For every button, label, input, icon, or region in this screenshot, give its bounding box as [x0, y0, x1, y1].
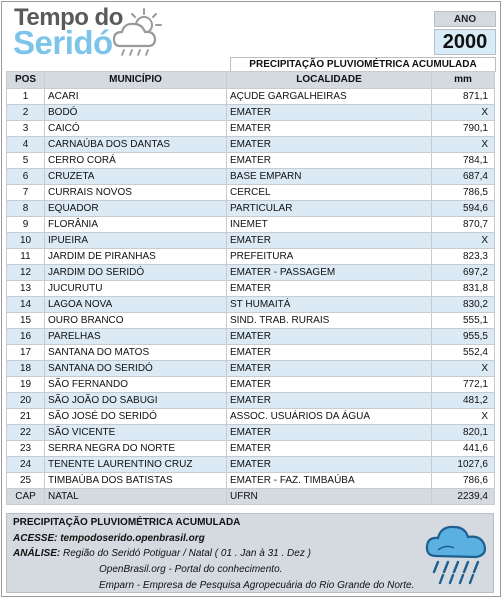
cell-mm: 786,5 [432, 185, 495, 201]
cell-localidade: PARTICULAR [227, 201, 432, 217]
cell-mm: 2239,4 [432, 489, 495, 505]
column-header-municipio: MUNICÍPIO [45, 72, 227, 89]
footer-openbrasil: OpenBrasil.org - Portal do conhecimento. [99, 564, 283, 575]
table-row [7, 153, 495, 169]
table-row [7, 473, 495, 489]
cell-municipio: NATAL [45, 489, 227, 505]
footer-access-link[interactable]: ACESSE: tempodoserido.openbrasil.org [13, 533, 205, 544]
year-value: 2000 [434, 29, 496, 55]
cell-pos: 4 [7, 137, 45, 153]
cell-pos: 2 [7, 105, 45, 121]
cell-pos: 7 [7, 185, 45, 201]
cell-mm: X [432, 105, 495, 121]
storm-cloud-icon [424, 520, 490, 588]
table-row [7, 409, 495, 425]
cell-pos: 23 [7, 441, 45, 457]
cell-localidade: EMATER - FAZ. TIMBAÚBA [227, 473, 432, 489]
cell-localidade: EMATER [227, 345, 432, 361]
cloud-sun-icon [110, 6, 166, 58]
cell-localidade: EMATER - PASSAGEM [227, 265, 432, 281]
cell-municipio: SÃO JOÃO DO SABUGI [45, 393, 227, 409]
logo-text-serido: Seridó [13, 24, 113, 61]
table-row [7, 121, 495, 137]
table-row [7, 89, 495, 105]
cell-municipio: JARDIM DE PIRANHAS [45, 249, 227, 265]
analysis-label: ANÁLISE: [13, 548, 61, 559]
cell-municipio: SERRA NEGRA DO NORTE [45, 441, 227, 457]
cell-mm: X [432, 233, 495, 249]
cell-mm: X [432, 361, 495, 377]
footer-analysis [13, 548, 311, 559]
cell-localidade: EMATER [227, 137, 432, 153]
cell-mm: 784,1 [432, 153, 495, 169]
cell-municipio: TENENTE LAURENTINO CRUZ [45, 457, 227, 473]
cell-pos: 9 [7, 217, 45, 233]
cell-localidade: EMATER [227, 361, 432, 377]
cell-pos: 3 [7, 121, 45, 137]
cell-mm: 772,1 [432, 377, 495, 393]
cell-mm: 823,3 [432, 249, 495, 265]
cell-pos: 1 [7, 89, 45, 105]
cell-pos: 14 [7, 297, 45, 313]
cell-municipio: CRUZETA [45, 169, 227, 185]
table-row [7, 265, 495, 281]
cell-localidade: EMATER [227, 121, 432, 137]
cell-municipio: BODÓ [45, 105, 227, 121]
cell-municipio: JUCURUTU [45, 281, 227, 297]
table-row [7, 457, 495, 473]
cell-pos: 15 [7, 313, 45, 329]
cell-pos: 12 [7, 265, 45, 281]
cell-municipio: IPUEIRA [45, 233, 227, 249]
cell-mm: 594,6 [432, 201, 495, 217]
precipitation-table [6, 71, 495, 505]
cell-localidade: INEMET [227, 217, 432, 233]
cell-pos: 16 [7, 329, 45, 345]
cell-municipio: OURO BRANCO [45, 313, 227, 329]
cell-municipio: TIMBAÚBA DOS BATISTAS [45, 473, 227, 489]
cell-municipio: SANTANA DO MATOS [45, 345, 227, 361]
cell-mm: 830,2 [432, 297, 495, 313]
cell-municipio: CERRO CORÁ [45, 153, 227, 169]
cell-municipio: SÃO VICENTE [45, 425, 227, 441]
table-row [7, 249, 495, 265]
cell-pos: 10 [7, 233, 45, 249]
cell-pos: 22 [7, 425, 45, 441]
cell-localidade: ST HUMAITÁ [227, 297, 432, 313]
cell-mm: 790,1 [432, 121, 495, 137]
table-header-row [7, 72, 495, 89]
table-row [7, 441, 495, 457]
cell-pos: 11 [7, 249, 45, 265]
cell-municipio: FLORÂNIA [45, 217, 227, 233]
cell-municipio: SÃO FERNANDO [45, 377, 227, 393]
cell-localidade: EMATER [227, 281, 432, 297]
table-body [7, 89, 495, 505]
cell-municipio: EQUADOR [45, 201, 227, 217]
cell-pos: 6 [7, 169, 45, 185]
cell-localidade: EMATER [227, 457, 432, 473]
cell-mm: 955,5 [432, 329, 495, 345]
cell-mm: 481,2 [432, 393, 495, 409]
column-header-localidade: LOCALIDADE [227, 72, 432, 89]
cell-pos: 17 [7, 345, 45, 361]
cell-mm: X [432, 409, 495, 425]
cell-pos: 25 [7, 473, 45, 489]
cell-localidade: PREFEITURA [227, 249, 432, 265]
cell-mm: 555,1 [432, 313, 495, 329]
table-row [7, 169, 495, 185]
cell-localidade: CERCEL [227, 185, 432, 201]
table-row [7, 329, 495, 345]
cell-mm: 552,4 [432, 345, 495, 361]
cell-mm: 786,6 [432, 473, 495, 489]
cell-mm: 1027,6 [432, 457, 495, 473]
column-header-mm: mm [432, 72, 495, 89]
cell-localidade: ASSOC. USUÁRIOS DA ÁGUA [227, 409, 432, 425]
cell-municipio: CURRAIS NOVOS [45, 185, 227, 201]
cell-mm: 871,1 [432, 89, 495, 105]
table-row [7, 297, 495, 313]
table-row [7, 281, 495, 297]
cell-municipio: LAGOA NOVA [45, 297, 227, 313]
table-row [7, 345, 495, 361]
cell-mm: 870,7 [432, 217, 495, 233]
footer-title: PRECIPITAÇÃO PLUVIOMÉTRICA ACUMULADA [13, 517, 241, 528]
cell-municipio: ACARI [45, 89, 227, 105]
footer-panel [6, 513, 494, 593]
cell-localidade: EMATER [227, 233, 432, 249]
cell-pos: 13 [7, 281, 45, 297]
cell-mm: 831,8 [432, 281, 495, 297]
cell-localidade: EMATER [227, 105, 432, 121]
cell-pos: 5 [7, 153, 45, 169]
cell-pos: 21 [7, 409, 45, 425]
cell-localidade: EMATER [227, 329, 432, 345]
cell-localidade: EMATER [227, 425, 432, 441]
cell-mm: X [432, 137, 495, 153]
table-row [7, 185, 495, 201]
cell-mm: 687,4 [432, 169, 495, 185]
cell-pos: CAP [7, 489, 45, 505]
cell-municipio: SANTANA DO SERIDÓ [45, 361, 227, 377]
table-row [7, 137, 495, 153]
table-row [7, 425, 495, 441]
table-row [7, 313, 495, 329]
cell-localidade: EMATER [227, 393, 432, 409]
cell-mm: 697,2 [432, 265, 495, 281]
cell-pos: 24 [7, 457, 45, 473]
cell-municipio: PARELHAS [45, 329, 227, 345]
cell-localidade: UFRN [227, 489, 432, 505]
table-row [7, 361, 495, 377]
year-label: ANO [434, 11, 496, 27]
table-row [7, 201, 495, 217]
column-header-pos: POS [7, 72, 45, 89]
cell-pos: 18 [7, 361, 45, 377]
cell-municipio: CAICÓ [45, 121, 227, 137]
cell-municipio: SÃO JOSÉ DO SERIDÓ [45, 409, 227, 425]
cell-pos: 19 [7, 377, 45, 393]
table-row [7, 217, 495, 233]
cell-municipio: CARNAÚBA DOS DANTAS [45, 137, 227, 153]
cell-localidade: AÇUDE GARGALHEIRAS [227, 89, 432, 105]
footer-emparn: Emparn - Empresa de Pesquisa Agropecuária do Rio Grande do Norte. [99, 580, 415, 591]
table-row [7, 393, 495, 409]
cell-localidade: EMATER [227, 153, 432, 169]
table-title: PRECIPITAÇÃO PLUVIOMÉTRICA ACUMULADA [230, 57, 496, 72]
analysis-text: Região do Seridó Potiguar / Natal ( 01 . Jan à 31 . Dez ) [60, 548, 311, 559]
table-row [7, 489, 495, 505]
cell-pos: 8 [7, 201, 45, 217]
cell-localidade: SIND. TRAB. RURAIS [227, 313, 432, 329]
table-row [7, 233, 495, 249]
cell-municipio: JARDIM DO SERIDÓ [45, 265, 227, 281]
cell-localidade: EMATER [227, 441, 432, 457]
cell-localidade: BASE EMPARN [227, 169, 432, 185]
table-row [7, 105, 495, 121]
cell-pos: 20 [7, 393, 45, 409]
cell-localidade: EMATER [227, 377, 432, 393]
cell-mm: 820,1 [432, 425, 495, 441]
table-row [7, 377, 495, 393]
logo-text-tempo-do: Tempo do [14, 4, 123, 31]
cell-mm: 441,6 [432, 441, 495, 457]
